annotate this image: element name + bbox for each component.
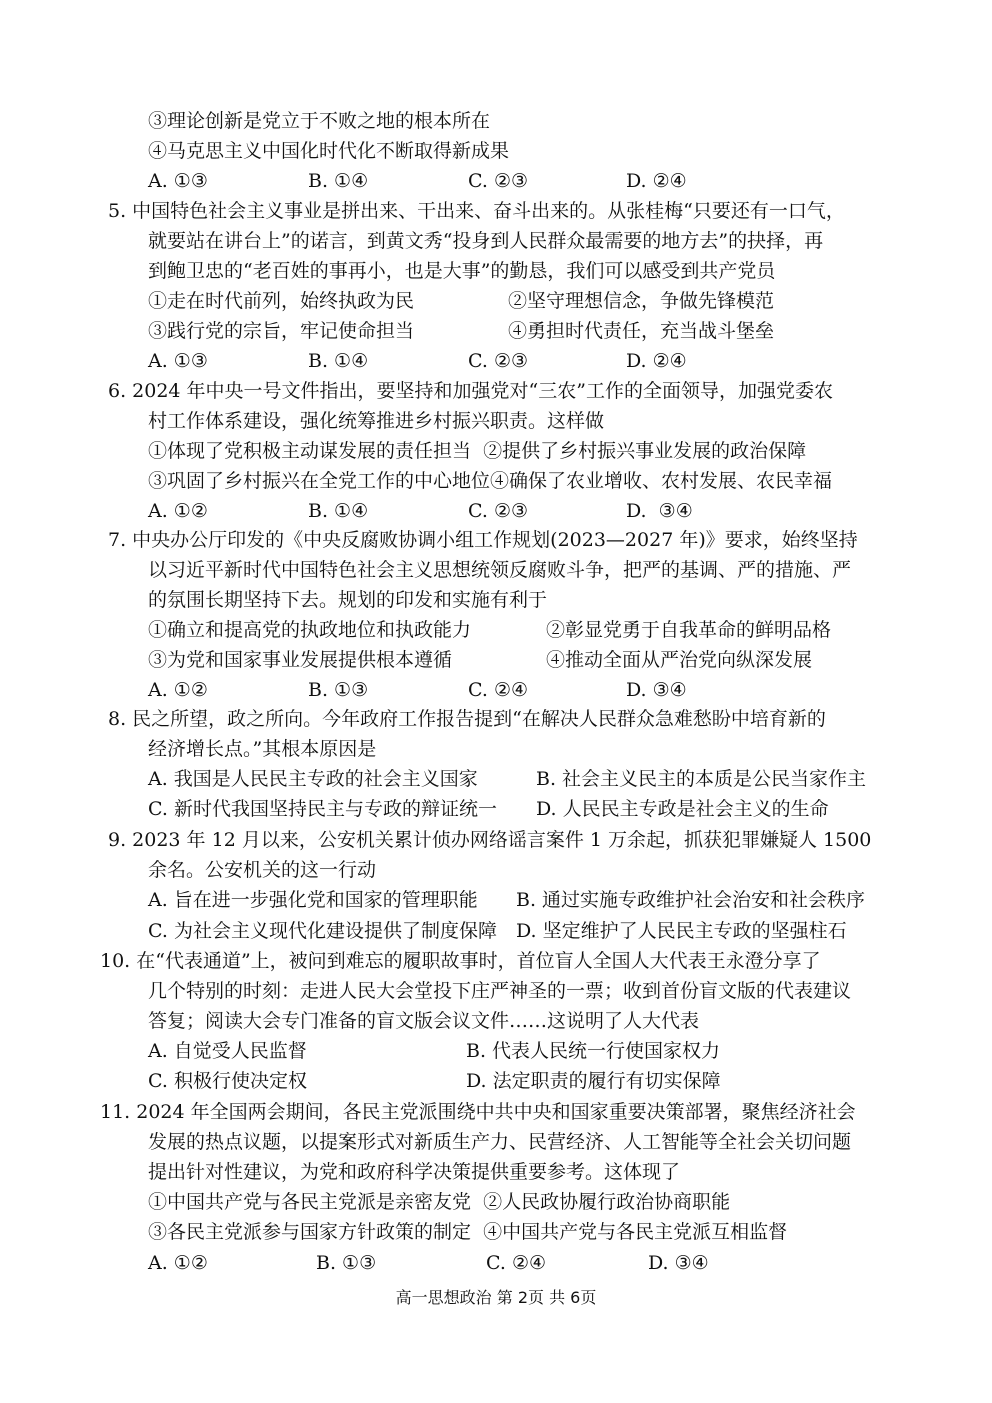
- statements-1-2: ①体现了党积极主动谋发展的责任担当 ②提供了乡村振兴事业发展的政治保障: [148, 440, 807, 462]
- option-c: C. 新时代我国坚持民主与专政的辩证统一: [148, 798, 497, 820]
- option-d: D. ②④: [626, 170, 687, 192]
- statement-1: ①确立和提高党的执政地位和执政能力: [148, 619, 472, 641]
- option-a: A. ①②: [148, 500, 208, 522]
- option-a: A. ①②: [148, 679, 208, 701]
- option-b: B. ①③: [316, 1252, 377, 1274]
- option-a: A. 自觉受人民监督: [148, 1040, 307, 1062]
- question-8-stem-cont: 经济增长点。”其根本原因是: [148, 738, 377, 760]
- option-a: A. 旨在进一步强化党和国家的管理职能: [148, 889, 478, 911]
- question-7-stem-cont: 的氛围长期坚持下去。规划的印发和实施有利于: [148, 589, 548, 611]
- statement-4: ④勇担时代责任，充当战斗堡垒: [508, 320, 775, 342]
- question-11-stem-cont: 发展的热点议题，以提案形式对新质生产力、民营经济、人工智能等全社会关切问题: [148, 1131, 852, 1153]
- option-a: A. ①③: [148, 170, 208, 192]
- statement-2: ②坚守理想信念，争做先锋模范: [508, 290, 775, 312]
- option-b: B. ①④: [308, 500, 369, 522]
- statement-3: ③为党和国家事业发展提供根本遵循: [148, 649, 453, 671]
- option-d: D. 人民民主专政是社会主义的生命: [536, 798, 829, 820]
- statement-4: ④马克思主义中国化时代化不断取得新成果: [148, 140, 510, 162]
- option-b: B. ①④: [308, 350, 369, 372]
- option-c: C. ②④: [468, 679, 529, 701]
- option-b: B. ①③: [308, 679, 369, 701]
- statement-1: ①走在时代前列，始终执政为民: [148, 290, 415, 312]
- option-d: D. 法定职责的履行有切实保障: [466, 1070, 721, 1092]
- option-b: B. 通过实施专政维护社会治安和社会秩序: [516, 889, 866, 911]
- page-footer: 高一思想政治 第 2页 共 6页: [395, 1288, 597, 1307]
- question-11-stem: 11. 2024 年全国两会期间，各民主党派围绕中共中央和国家重要决策部署，聚焦经济社会: [100, 1101, 856, 1123]
- question-6-stem: 6. 2024 年中央一号文件指出，要坚持和加强党对“三农”工作的全面领导，加强党委农: [108, 380, 833, 402]
- question-11-stem-cont: 提出针对性建议，为党和政府科学决策提供重要参考。这体现了: [148, 1161, 681, 1183]
- option-c: C. ②④: [486, 1252, 547, 1274]
- question-10-stem-cont: 答复；阅读大会专门准备的盲文版会议文件……这说明了人大代表: [148, 1010, 700, 1032]
- option-b: B. 社会主义民主的本质是公民当家作主: [536, 768, 867, 790]
- option-d: D. ③④: [648, 1252, 709, 1274]
- question-5-stem-cont: 就要站在讲台上”的诺言，到黄文秀“投身到人民群众最需要的地方去”的抉择，再: [148, 230, 824, 252]
- statement-4: ④推动全面从严治党向纵深发展: [546, 649, 813, 671]
- question-7-stem-cont: 以习近平新时代中国特色社会主义思想统领反腐败斗争，把严的基调、严的措施、严: [148, 559, 852, 581]
- question-9-stem: 9. 2023 年 12 月以来，公安机关累计侦办网络谣言案件 1 万余起，抓获犯罪嫌疑人 1500: [108, 829, 872, 851]
- question-5-stem: 5. 中国特色社会主义事业是拼出来、干出来、奋斗出来的。从张桂梅“只要还有一口气，: [108, 200, 845, 222]
- option-d: D. ②④: [626, 350, 687, 372]
- option-c: C. ②③: [468, 170, 529, 192]
- statement-3: ③践行党的宗旨，牢记使命担当: [148, 320, 415, 342]
- option-a: A. ①②: [148, 1252, 208, 1274]
- option-c: C. 为社会主义现代化建设提供了制度保障: [148, 920, 497, 942]
- question-10-stem: 10. 在“代表通道”上，被问到难忘的履职故事时，首位盲人全国人大代表王永澄分享了: [100, 950, 821, 972]
- statements-3-4: ③巩固了乡村振兴在全党工作的中心地位④确保了农业增收、农村发展、农民幸福: [148, 470, 833, 492]
- option-b: B. ①④: [308, 170, 369, 192]
- statements-3-4: ③各民主党派参与国家方针政策的制定 ④中国共产党与各民主党派互相监督: [148, 1221, 788, 1243]
- option-d: D. ③④: [626, 679, 687, 701]
- statement-3: ③理论创新是党立于不败之地的根本所在: [148, 110, 491, 132]
- option-d: D. ③④: [626, 500, 693, 522]
- question-10-stem-cont: 几个特别的时刻：走进人民大会堂投下庄严神圣的一票；收到首份盲文版的代表建议: [148, 980, 852, 1002]
- question-8-stem: 8. 民之所望，政之所向。今年政府工作报告提到“在解决人民群众急难愁盼中培育新的: [108, 708, 826, 730]
- option-a: A. 我国是人民民主专政的社会主义国家: [148, 768, 478, 790]
- question-5-stem-cont: 到鲍卫忠的“老百姓的事再小，也是大事”的勤恳，我们可以感受到共产党员: [148, 260, 776, 282]
- statements-1-2: ①中国共产党与各民主党派是亲密友党 ②人民政协履行政治协商职能: [148, 1191, 731, 1213]
- option-a: A. ①③: [148, 350, 208, 372]
- question-7-stem: 7. 中央办公厅印发的《中央反腐败协调小组工作规划(2023—2027 年)》要求，始终坚持: [108, 529, 858, 551]
- statement-2: ②彰显党勇于自我革命的鲜明品格: [546, 619, 832, 641]
- question-6-stem-cont: 村工作体系建设，强化统筹推进乡村振兴职责。这样做: [148, 410, 605, 432]
- option-c: C. ②③: [468, 350, 529, 372]
- option-b: B. 代表人民统一行使国家权力: [466, 1040, 721, 1062]
- question-9-stem-cont: 余名。公安机关的这一行动: [148, 859, 377, 881]
- option-c: C. ②③: [468, 500, 529, 522]
- option-c: C. 积极行使决定权: [148, 1070, 307, 1092]
- option-d: D. 坚定维护了人民民主专政的坚强柱石: [516, 920, 847, 942]
